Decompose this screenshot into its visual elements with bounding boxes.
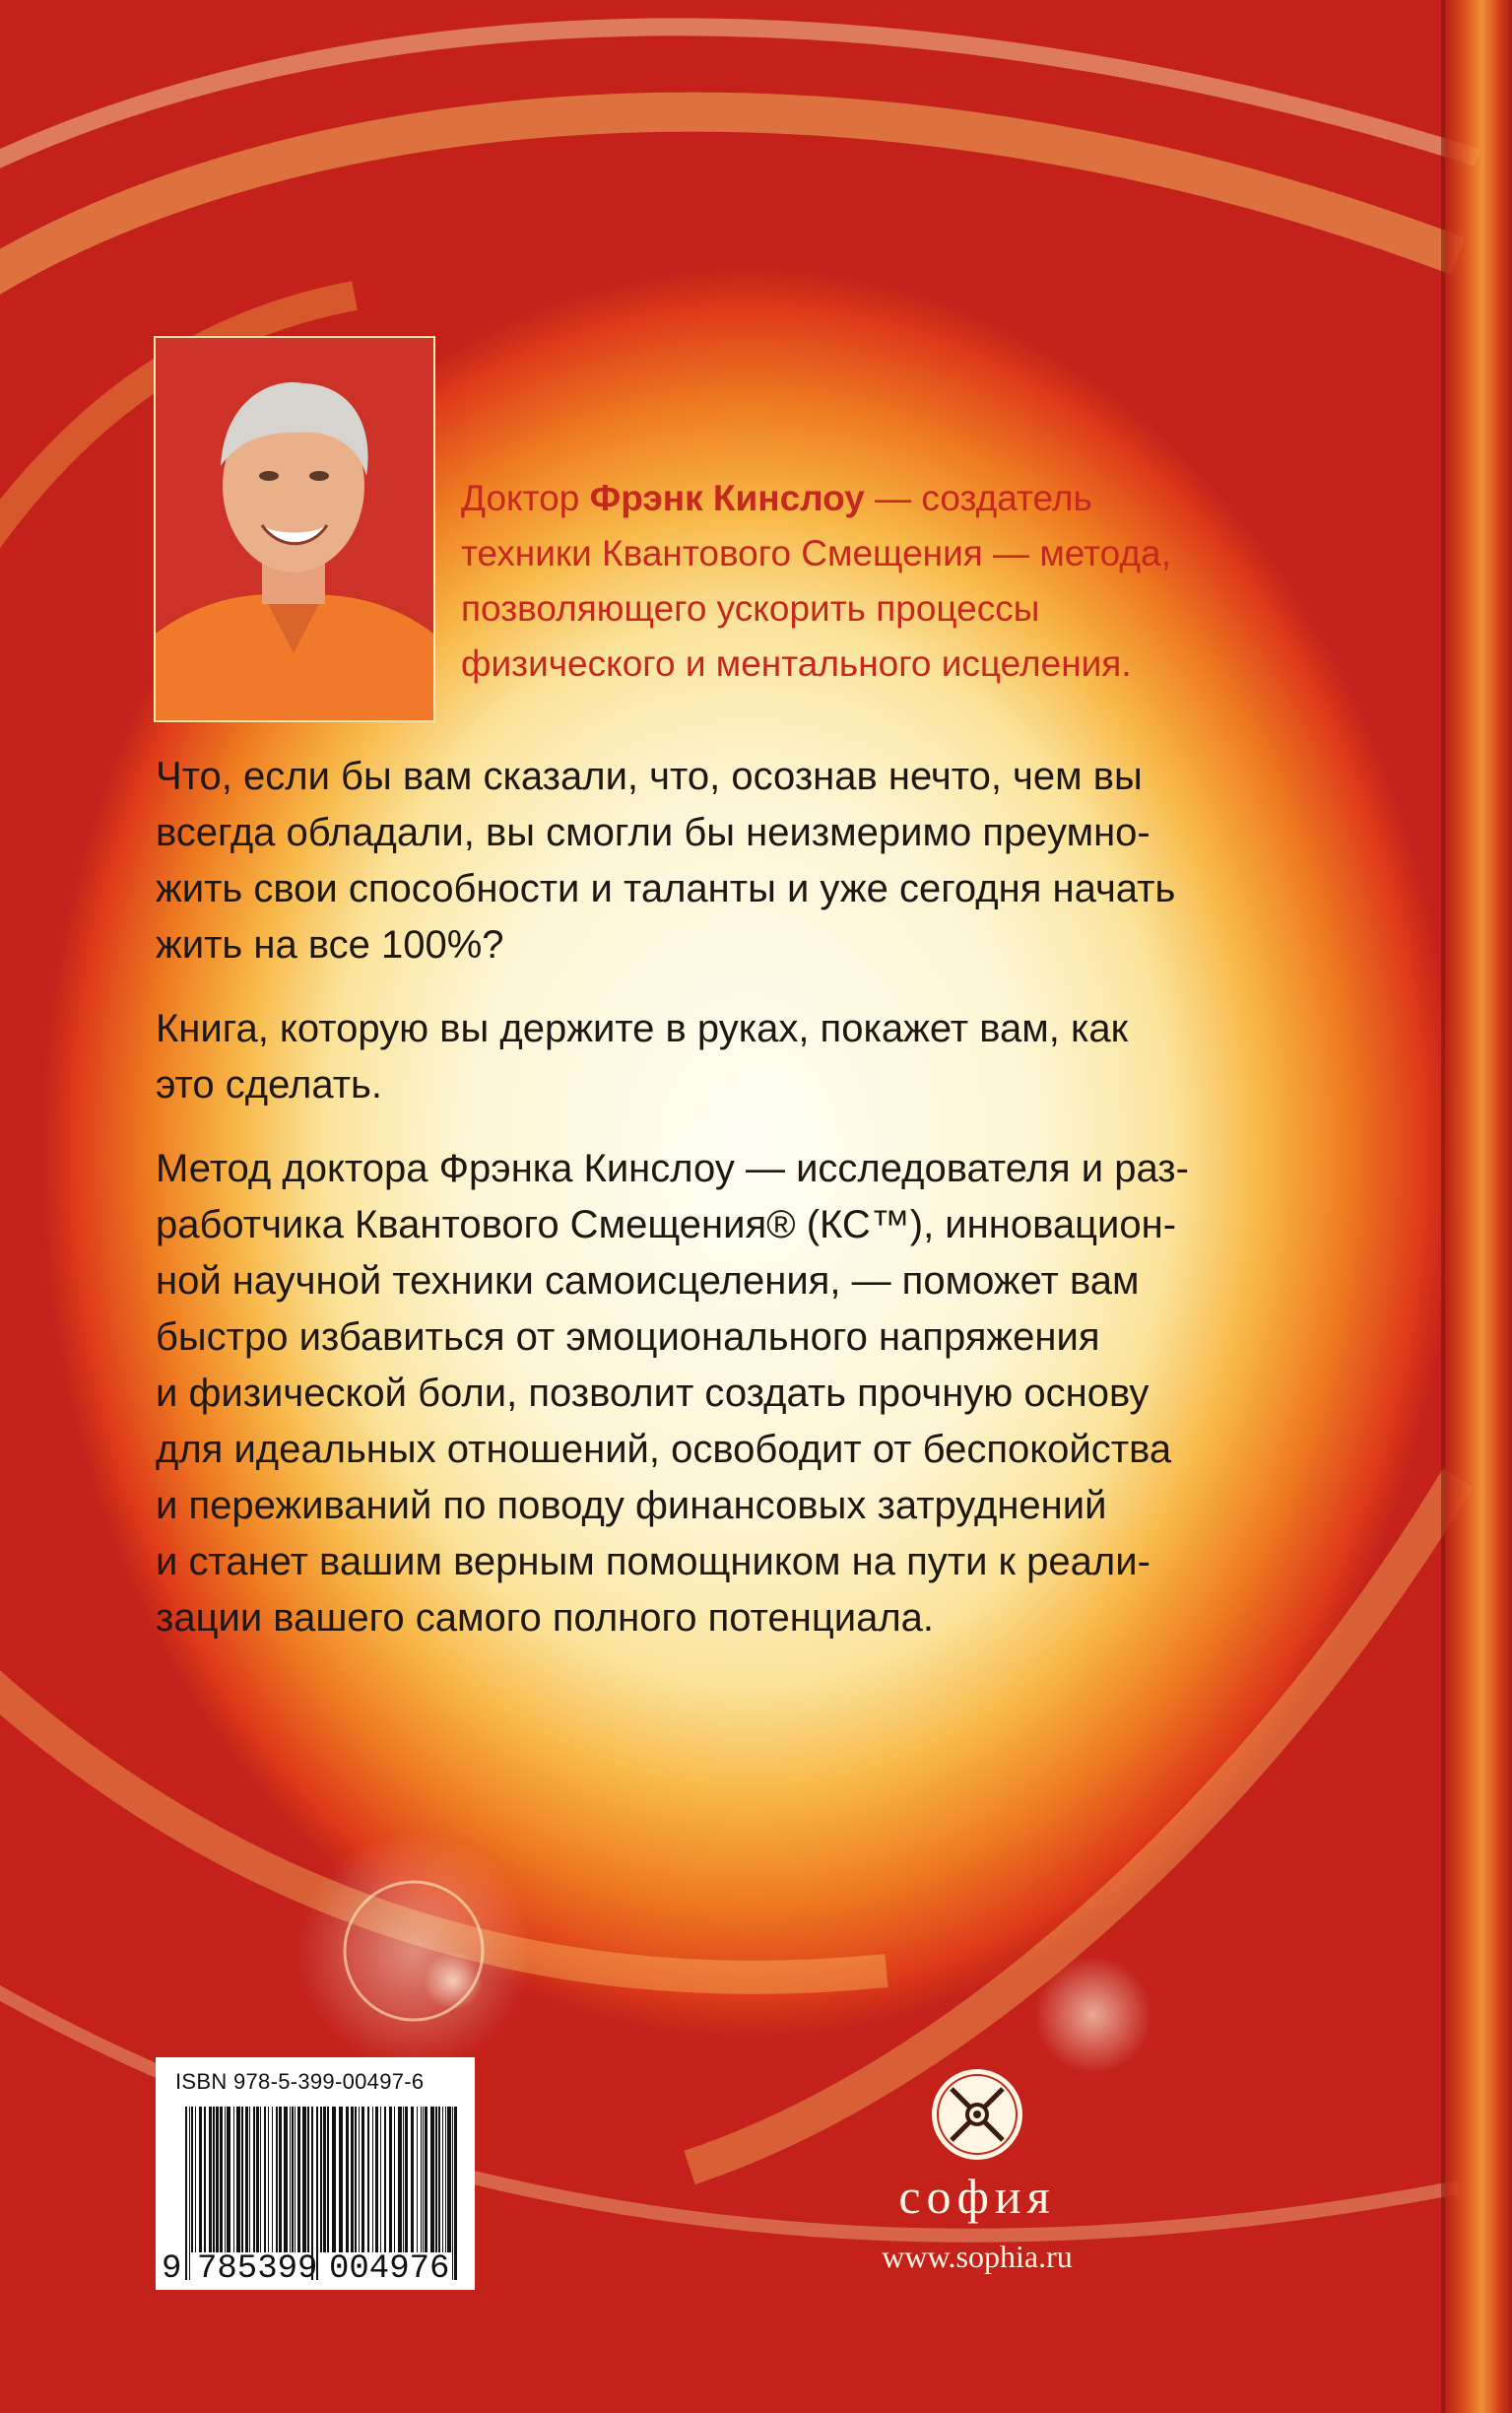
- barcode-bar: [199, 2107, 202, 2252]
- barcode-bar: [435, 2107, 437, 2252]
- publisher-name: софия: [898, 2169, 1056, 2224]
- barcode-bar: [380, 2107, 381, 2252]
- barcode-bar: [216, 2107, 219, 2252]
- barcode-bar: [442, 2107, 443, 2252]
- paragraph-1: [156, 749, 1338, 973]
- barcode-bar: [346, 2107, 349, 2252]
- barcode-bar: [384, 2107, 386, 2252]
- barcode-bar: [227, 2107, 230, 2252]
- text-line: ной научной техники самоисцеления, — поможет вам: [156, 1259, 1140, 1303]
- barcode-bar: [398, 2107, 402, 2252]
- barcode-bar: [339, 2107, 343, 2252]
- barcode-bar: [209, 2107, 212, 2252]
- text-line: и физической боли, позволит создать прочную основу: [156, 1372, 1150, 1415]
- text-line: Книга, которую вы держите в руках, покажет вам, как: [156, 1007, 1129, 1050]
- text-line: и переживаний по поводу финансовых затруднений: [156, 1484, 1107, 1527]
- barcode-right-digits: 004976: [329, 2250, 450, 2288]
- barcode-bar: [323, 2107, 326, 2252]
- barcode-bar: [411, 2107, 414, 2252]
- text-line: это сделать.: [156, 1063, 382, 1106]
- barcode-bar: [445, 2107, 446, 2252]
- barcode-bar: [452, 2107, 453, 2280]
- text-line: работчика Квантового Смещения® (КС™), инновацион-: [156, 1203, 1177, 1246]
- text-line: Что, если бы вам сказали, что, осознав нечто, чем вы: [156, 755, 1143, 798]
- blurb-prefix: Доктор: [461, 478, 590, 518]
- text-line: всегда обладали, вы смогли бы неизмеримо преумно-: [156, 811, 1150, 854]
- text-line: зации вашего самого полного потенциала.: [156, 1596, 935, 1640]
- barcode-bar: [268, 2107, 269, 2252]
- barcode-bar: [417, 2107, 418, 2252]
- barcode-bar: [279, 2107, 282, 2252]
- barcode-bar: [213, 2107, 215, 2252]
- barcode-bar: [372, 2107, 373, 2252]
- barcode-bar: [367, 2107, 369, 2252]
- barcode-bar: [359, 2107, 360, 2252]
- barcode-bar: [351, 2107, 354, 2252]
- barcode-bar: [295, 2107, 296, 2252]
- barcode-bar: [389, 2107, 392, 2252]
- blurb-line-2: техники Квантового Смещения — метода,: [461, 533, 1171, 573]
- text-line: Метод доктора Фрэнка Кинслоу — исследователя и раз-: [156, 1147, 1189, 1190]
- barcode-bar: [423, 2107, 424, 2252]
- blurb-line-4: физического и ментального исцеления.: [461, 643, 1132, 684]
- blurb-line1-rest: — создатель: [864, 478, 1092, 518]
- blurb-line-3: позволяющего ускорить процессы: [461, 588, 1040, 629]
- isbn-barcode: [156, 2057, 475, 2290]
- barcode-bar: [233, 2107, 234, 2252]
- barcode-bar: [394, 2107, 395, 2252]
- barcode-bar: [241, 2107, 243, 2252]
- barcode-bar: [185, 2107, 187, 2280]
- barcode-bar: [204, 2107, 206, 2252]
- author-photo: [156, 338, 433, 720]
- barcode-bar: [189, 2107, 190, 2280]
- barcode-bar: [320, 2107, 322, 2252]
- text-line: быстро избавиться от эмоционального напряжения: [156, 1315, 1100, 1359]
- author-name: Фрэнк Кинслоу: [589, 478, 865, 518]
- paragraph-3: [156, 1141, 1338, 1646]
- barcode-bar: [191, 2107, 193, 2252]
- barcode-bar: [292, 2107, 294, 2252]
- barcode-bar: [249, 2107, 250, 2252]
- barcode-bar: [425, 2107, 427, 2252]
- barcode-left-digits: 785399: [197, 2250, 318, 2288]
- description-text: [156, 749, 1338, 1674]
- book-spine: [1445, 0, 1512, 2413]
- barcode-bar: [447, 2107, 451, 2252]
- text-line: жить свои способности и таланты и уже сегодня начать: [156, 867, 1176, 910]
- barcode-bar: [405, 2107, 408, 2252]
- barcode-bar: [307, 2107, 309, 2252]
- barcode-bar: [438, 2107, 440, 2252]
- barcode-bar: [260, 2107, 261, 2252]
- barcode-bar: [236, 2107, 240, 2252]
- barcode-bar: [256, 2107, 259, 2252]
- text-line: и станет вашим верным помощником на пути к реали-: [156, 1540, 1150, 1583]
- barcode-bar: [284, 2107, 288, 2252]
- barcode-bar: [272, 2107, 273, 2252]
- barcode-bar: [421, 2107, 422, 2252]
- barcode-bar: [454, 2107, 457, 2280]
- barcode-bar: [290, 2107, 291, 2252]
- text-line: для идеальных отношений, освободит от беспокойства: [156, 1428, 1172, 1471]
- barcode-bar: [362, 2107, 364, 2252]
- text-line: жить на все 100%?: [156, 923, 504, 967]
- barcode-bar: [355, 2107, 357, 2252]
- barcode-bar: [302, 2107, 306, 2252]
- paragraph-2: [156, 1001, 1338, 1113]
- barcode-bar: [327, 2107, 329, 2252]
- barcode-lead-digit: 9: [162, 2250, 182, 2288]
- publisher-url: www.sophia.ru: [882, 2239, 1073, 2274]
- barcode-bar: [375, 2107, 378, 2252]
- author-blurb: [461, 471, 1308, 692]
- barcode-bar: [430, 2107, 434, 2252]
- barcode-bar: [297, 2107, 300, 2252]
- barcode-bar: [403, 2107, 404, 2252]
- barcode-bar: [245, 2107, 248, 2252]
- sophia-logo-icon: [930, 2067, 1024, 2162]
- barcode-bar: [264, 2107, 266, 2252]
- barcode-bar: [220, 2107, 223, 2252]
- barcode-bar: [253, 2107, 255, 2252]
- barcode-bar: [332, 2107, 336, 2252]
- isbn-number: ISBN 978-5-399-00497-6: [175, 2069, 425, 2094]
- barcode-bar: [276, 2107, 278, 2252]
- barcode-bar: [225, 2107, 226, 2252]
- barcode-bar: [195, 2107, 196, 2252]
